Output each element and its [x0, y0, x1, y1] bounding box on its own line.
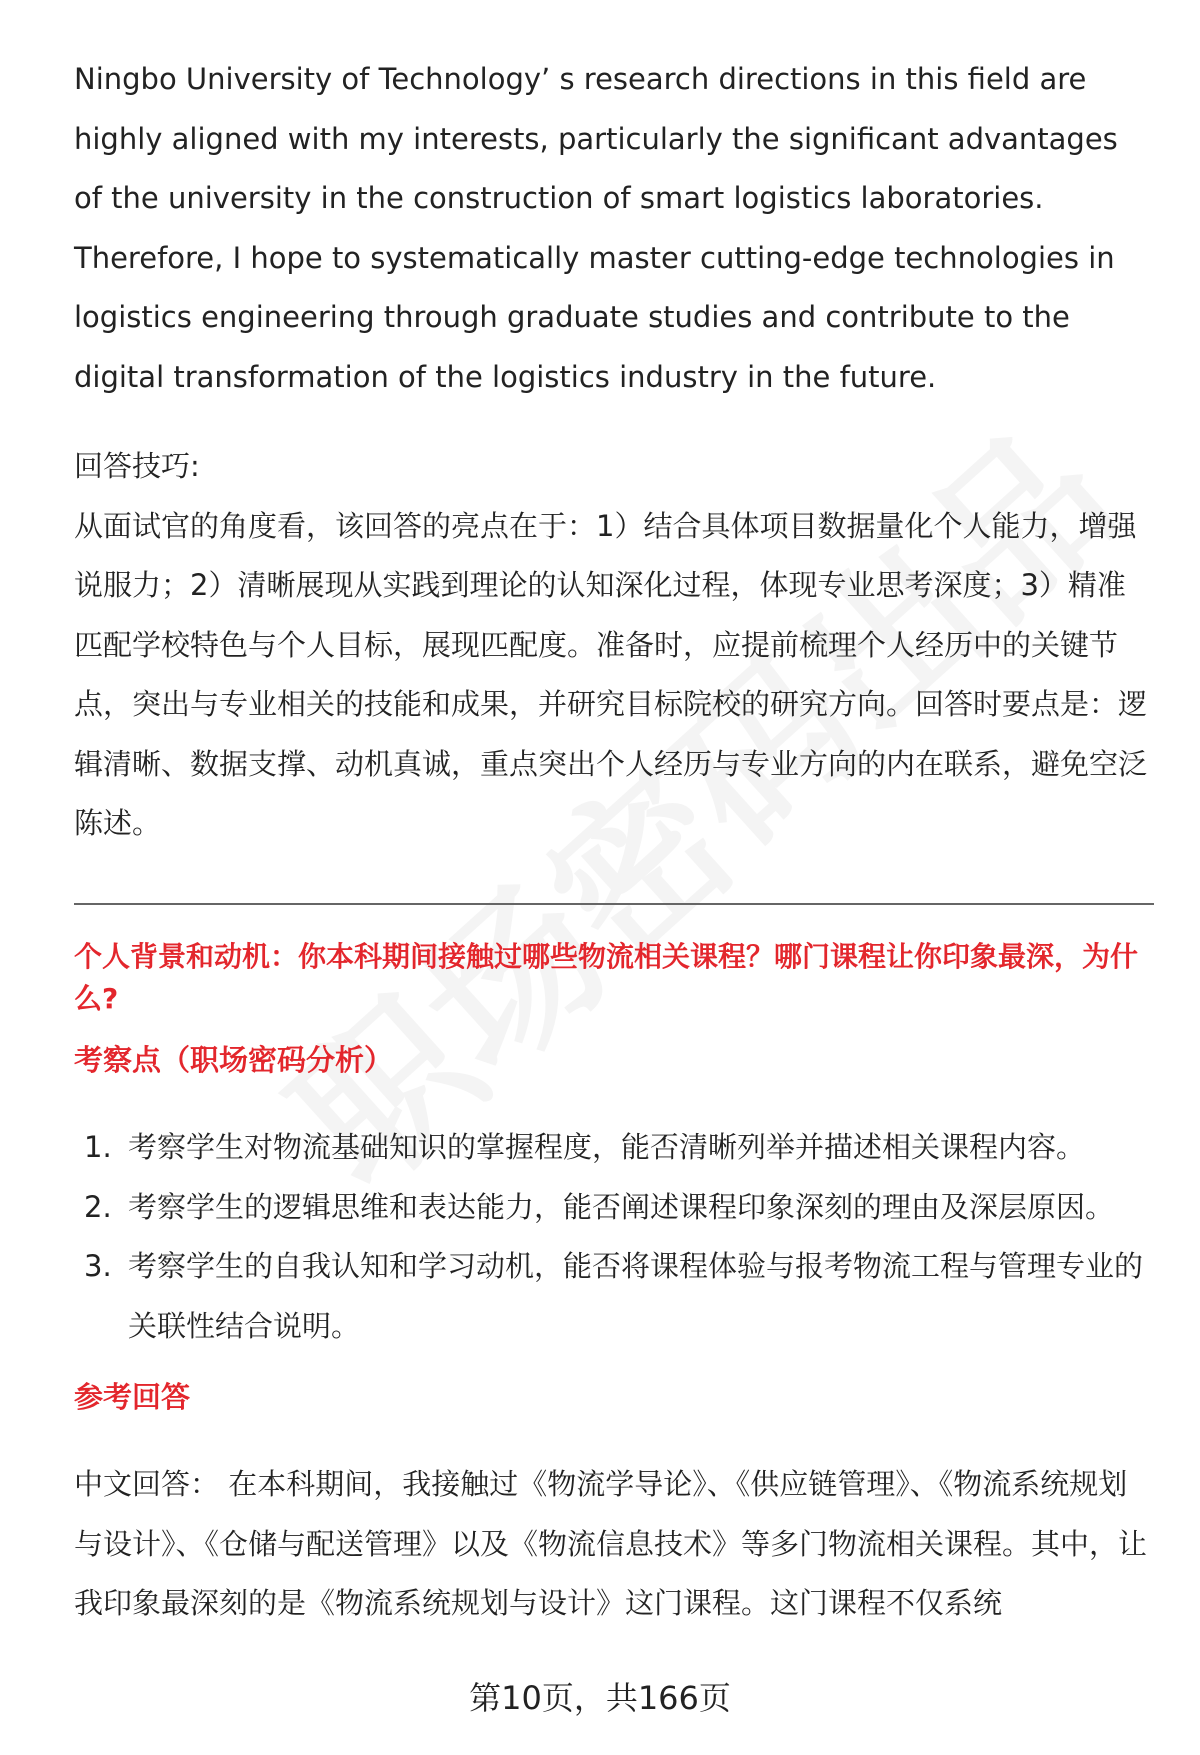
list-item — [74, 1118, 1154, 1178]
list-item-text: 考察学生的逻辑思维和表达能力，能否阐述课程印象深刻的理由及深层原因。 — [128, 1189, 1115, 1224]
tips-label: 回答技巧: — [74, 449, 200, 483]
list-item — [74, 1237, 1154, 1356]
section-divider — [74, 903, 1154, 905]
question-title: 个人背景和动机：你本科期间接触过哪些物流相关课程？哪门课程让你印象最深，为什么? — [74, 940, 1139, 1015]
list-item-text: 考察学生对物流基础知识的掌握程度，能否清晰列举并描述相关课程内容。 — [128, 1130, 1086, 1164]
exam-points-list — [74, 1118, 1154, 1356]
list-item-number: 2. — [84, 1189, 112, 1224]
tips-body: 从面试官的角度看，该回答的亮点在于：1）结合具体项目数据量化个人能力，增强说服力；2）清晰展现从实践到理论的认知深化过程，体现专业思考深度；3）精准匹配学校特色与个人目标，展现匹配度。准备时，应提前梳理个人经历中的关键节点，突出与专业相关的技能和成果，并研究目标院校的研究方向。回答时要点是：逻辑清晰、数据支撑、动机真诚，重点突出个人经历与专业方向的内在联系，避免空泛陈述。 — [74, 508, 1148, 840]
document-body — [74, 50, 1154, 854]
intro-paragraph: Ningbo University of Technology’ s research directions in this field are highly aligned with my interests, particularly the significant advantages of the university in the construction of smart logistics laboratories. Therefore, I hope to systematically master cutting-edge technologies in logistics engineering through graduate studies and contribute to the digital transformation of the logistics industry in the future. — [74, 62, 1118, 394]
page-number: 第10页，共166页 — [469, 1679, 731, 1717]
list-item-number: 3. — [84, 1249, 112, 1283]
list-item-number: 1. — [84, 1130, 112, 1164]
list-item-text: 考察学生的自我认知和学习动机，能否将课程体验与报考物流工程与管理专业的关联性结合说明。 — [128, 1249, 1144, 1343]
exam-points-heading: 考察点（职场密码分析） — [74, 1043, 394, 1077]
reference-answer: 中文回答： 在本科期间，我接触过《物流学导论》、《供应链管理》、《物流系统规划与设计》、《仓储与配送管理》以及《物流信息技术》等多门物流相关课程。其中，让我印象最深刻的是《物流系统规划与设计》这门课程。这门课程不仅系统 — [74, 1467, 1148, 1620]
reference-heading: 参考回答 — [74, 1380, 191, 1414]
list-item — [74, 1178, 1154, 1238]
